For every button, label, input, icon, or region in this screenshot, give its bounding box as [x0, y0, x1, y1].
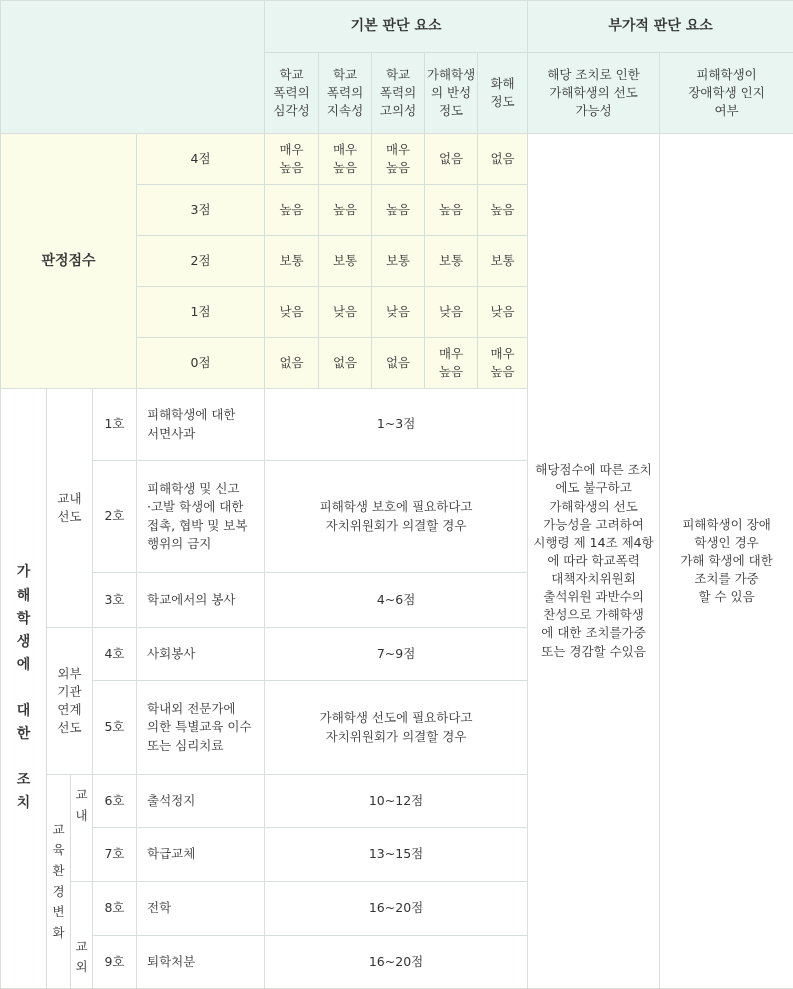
- measure-number: 3호: [93, 573, 137, 628]
- score-cell: 낮음: [372, 287, 425, 338]
- score-cell: 높음: [478, 185, 528, 236]
- measure-score: 16~20점: [265, 882, 528, 936]
- measure-description: 출석정지: [137, 775, 265, 828]
- severity-header: 학교 폭력의 심각성: [265, 53, 319, 134]
- additional-factors-header: 부가적 판단 요소: [528, 1, 793, 53]
- score-cell: 보통: [478, 236, 528, 287]
- score-cell: 낮음: [425, 287, 478, 338]
- score-point: 1점: [137, 287, 265, 338]
- score-cell: 높음: [425, 185, 478, 236]
- measure-description: 퇴학처분: [137, 936, 265, 989]
- measure-number: 7호: [93, 828, 137, 882]
- out-school-subgroup: 교 외: [71, 882, 93, 989]
- measure-score: 피해학생 보호에 필요하다고 자치위원회가 의결할 경우: [265, 461, 528, 573]
- score-cell: 보통: [425, 236, 478, 287]
- score-cell: 높음: [319, 185, 372, 236]
- measure-number: 1호: [93, 389, 137, 461]
- intent-header: 학교 폭력의 고의성: [372, 53, 425, 134]
- measure-number: 4호: [93, 628, 137, 681]
- measure-number: 6호: [93, 775, 137, 828]
- score-cell: 보통: [319, 236, 372, 287]
- header-blank-cell: [1, 1, 265, 134]
- measures-for-offender-label: 가 해 학 생 에 대 한 조 치: [1, 389, 47, 989]
- score-point: 4점: [137, 134, 265, 185]
- score-cell: 높음: [372, 185, 425, 236]
- remorse-header: 가해학생 의 반성 정도: [425, 53, 478, 134]
- measure-number: 2호: [93, 461, 137, 573]
- score-cell: 없음: [372, 338, 425, 389]
- measure-description: 학교에서의 봉사: [137, 573, 265, 628]
- measure-score: 16~20점: [265, 936, 528, 989]
- measure-score: 13~15점: [265, 828, 528, 882]
- school-guidance-group: 교내 선도: [47, 389, 93, 628]
- disability-header: 피해학생이 장애학생 인지 여부: [660, 53, 793, 134]
- score-cell: 낮음: [319, 287, 372, 338]
- measure-score: 4~6점: [265, 573, 528, 628]
- measure-description: 학급교체: [137, 828, 265, 882]
- external-guidance-group: 외부 기관 연계 선도: [47, 628, 93, 775]
- reconciliation-header: 화해 정도: [478, 53, 528, 134]
- score-cell: 매우 높음: [265, 134, 319, 185]
- score-cell: 매우 높음: [478, 338, 528, 389]
- score-point: 3점: [137, 185, 265, 236]
- judgement-score-label: 판정점수: [1, 134, 137, 389]
- score-cell: 없음: [425, 134, 478, 185]
- measure-description: 전학: [137, 882, 265, 936]
- measure-number: 8호: [93, 882, 137, 936]
- guidance-possibility-header: 해당 조치로 인한 가해학생의 선도 가능성: [528, 53, 660, 134]
- measure-number: 9호: [93, 936, 137, 989]
- score-cell: 높음: [265, 185, 319, 236]
- in-school-subgroup: 교 내: [71, 775, 93, 882]
- environment-change-group: 교 육 환 경 변 화: [47, 775, 71, 989]
- basic-factors-header: 기본 판단 요소: [265, 1, 528, 53]
- score-cell: 없음: [478, 134, 528, 185]
- measure-description: 피해학생에 대한 서면사과: [137, 389, 265, 461]
- measure-score: 10~12점: [265, 775, 528, 828]
- score-point: 2점: [137, 236, 265, 287]
- persistence-header: 학교 폭력의 지속성: [319, 53, 372, 134]
- score-cell: 매우 높음: [425, 338, 478, 389]
- score-cell: 낮음: [265, 287, 319, 338]
- measure-description: 피해학생 및 신고 ·고발 학생에 대한 접촉, 협박 및 보복 행위의 금지: [137, 461, 265, 573]
- guidance-possibility-note: 해당점수에 따른 조치 에도 불구하고 가해학생의 선도 가능성을 고려하여 시행령 제 14조 제4항 에 따라 학교폭력 대책자치위원회 출석위원 과반수의 찬성으로 가해학생 에 대한 조치를가중 또는 경감할 수있음: [528, 134, 660, 989]
- measure-number: 5호: [93, 681, 137, 775]
- measure-description: 학내외 전문가에 의한 특별교육 이수 또는 심리치료: [137, 681, 265, 775]
- score-cell: 없음: [265, 338, 319, 389]
- score-cell: 매우 높음: [372, 134, 425, 185]
- disability-note: 피해학생이 장애 학생인 경우 가해 학생에 대한 조치를 가중 할 수 있음: [660, 134, 793, 989]
- measure-score: 1~3점: [265, 389, 528, 461]
- score-cell: 매우 높음: [319, 134, 372, 185]
- score-cell: 보통: [372, 236, 425, 287]
- score-cell: 보통: [265, 236, 319, 287]
- measure-description: 사회봉사: [137, 628, 265, 681]
- score-point: 0점: [137, 338, 265, 389]
- score-cell: 없음: [319, 338, 372, 389]
- score-cell: 낮음: [478, 287, 528, 338]
- measure-score: 7~9점: [265, 628, 528, 681]
- measure-score: 가해학생 선도에 필요하다고 자치위원회가 의결할 경우: [265, 681, 528, 775]
